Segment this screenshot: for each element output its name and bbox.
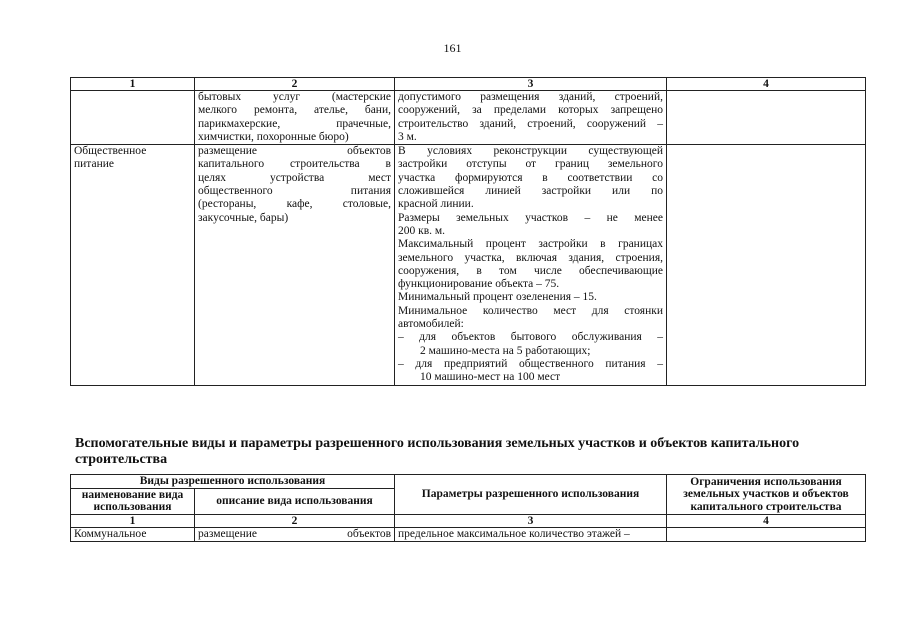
- restrictions-header: Ограничения использования земельных участков и объектов капитального строительства: [667, 475, 866, 515]
- column-number-1: 1: [71, 514, 195, 527]
- use-description-cell: размещение объектов: [195, 527, 395, 541]
- column-number-4: 4: [667, 514, 866, 527]
- parameters-cell: предельное максимальное количество этажей –: [395, 527, 667, 541]
- use-name-cell: Общественное питание: [71, 145, 195, 385]
- section-heading: Вспомогательные виды и параметры разрешенного использования земельных участков и объектов капитального строительства: [75, 436, 800, 467]
- table-row: [71, 145, 866, 385]
- column-number-4: 4: [667, 78, 866, 91]
- restrictions-cell: [667, 527, 866, 541]
- parking-list-item: – для предприятий общественного питания –: [398, 357, 663, 370]
- parking-list-item: – для объектов бытового обслуживания –: [398, 331, 663, 344]
- table-row: [71, 527, 866, 541]
- use-description-cell: размещение объектов капитального строительства в целях устройства мест общественного питания (рестораны, кафе, столовые, закусочные, бары): [195, 145, 395, 385]
- zoning-table-main: [70, 77, 866, 386]
- parameters-cell: В условиях реконструкции существующей застройки отступы от границ земельного участка формируются в соответствии со сложившейся линией застройки или по красной линии. Размеры земельных участков – не менее 200 кв. м. Максимальный процент застройки в границах земельного участка, включая здания, строения, сооружения, в том числе обеспечивающие функционирование объекта – 75. Минимальный процент озеленения – 15. Минимальное количество мест для стоянки автомобилей: – для объектов бытового обслуживания – 2 машино-места на 5 работающих; – для предприятий общественного питания – 10 машино-мест на 100 мест: [395, 145, 667, 385]
- use-name-cell: Коммунальное: [71, 527, 195, 541]
- column-number-3: 3: [395, 78, 667, 91]
- name-header: наименование вида использования: [71, 488, 195, 514]
- zoning-table-auxiliary: [70, 474, 866, 542]
- column-number-3: 3: [395, 514, 667, 527]
- table-header-row: [71, 78, 866, 91]
- restrictions-cell: [667, 145, 866, 385]
- column-number-2: 2: [195, 78, 395, 91]
- page-number: 161: [443, 41, 462, 55]
- table-row: [71, 91, 866, 145]
- use-name-cell: [71, 91, 195, 145]
- parameters-cell: допустимого размещения зданий, строений, сооружений, за пределами которых запрещено строительство зданий, строений, сооружений – 3 м.: [395, 91, 667, 145]
- table-number-row: [71, 514, 866, 527]
- use-description-cell: бытовых услуг (мастерские мелкого ремонта, ателье, бани, парикмахерские, прачечные, химчистки, похоронные бюро): [195, 91, 395, 145]
- parameters-header: Параметры разрешенного использования: [395, 475, 667, 515]
- column-number-1: 1: [71, 78, 195, 91]
- restrictions-cell: [667, 91, 866, 145]
- group-header: Виды разрешенного использования: [71, 475, 395, 489]
- table-header-row: [71, 475, 866, 489]
- column-number-2: 2: [195, 514, 395, 527]
- description-header: описание вида использования: [195, 488, 395, 514]
